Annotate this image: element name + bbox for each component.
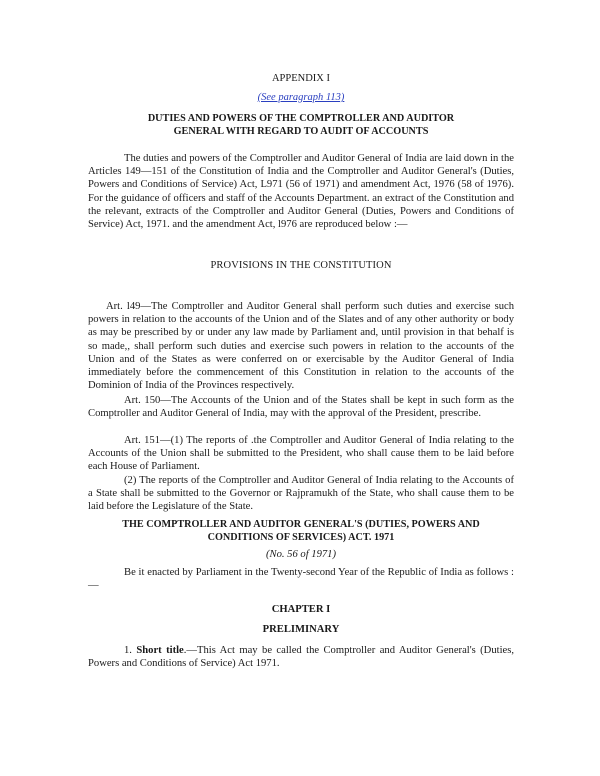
article-151-clause-1: Art. 151—(1) The reports of .the Comptroller and Auditor General of India relating to the Accounts of the Union shall be submitted to the President, who shall cause them to be laid before each House of Parliament.: [88, 435, 514, 473]
section-1-text: .—This Act may be called the Comptroller and Auditor General's (Duties, Powers and Conditions of Service) Act 1971.: [88, 645, 514, 670]
article-151-clause-2: (2) The reports of the Comptroller and Auditor General of India relating to the Accounts of a State shall be submitted to the Governor or Rajpramukh of the State, who shall cause them to be laid before the Legislature of the State.: [88, 475, 514, 513]
intro-paragraph: The duties and powers of the Comptroller and Auditor General of India are laid down in the Articles 149—151 of the Constitution of India and the Comptroller and Auditor General's (Duties, Powers and Conditions of Service) Act, L971 (56 of 1971) and amendment Act, 1976 (58 of 1976). For the guidance of officers and staff of the Accounts Department. an extract of the Constitution and the relevant, extracts of the Comptroller and Auditor General (Duties, Powers and Conditions of Service) Act, 1971. and the amendment Act, l976 are reproduced below :—: [88, 153, 514, 231]
provisions-heading: PROVISIONS IN THE CONSTITUTION: [210, 260, 392, 271]
section-1-title: Short title: [136, 645, 184, 656]
chapter-heading: CHAPTER I: [271, 604, 331, 615]
article-149: Art. l49—The Comptroller and Auditor General shall perform such duties and exercise such powers in relation to the accounts of the Union and of the Slates and of any other authority or body as may be prescribed by or under any law made by Parliament and, until provision in that behalf is so made,, shall perform such duties and exercise such powers in relation to the accounts of the Union and of the States as were conferred on or exercisable by the Auditor General of India immediately before the commencement of this Constitution in relation to the accounts of the Dominion of India of the Provinces respectively.: [88, 301, 514, 392]
see-paragraph-link[interactable]: (See paragraph 113): [257, 92, 345, 103]
section-1-number: 1.: [124, 645, 132, 656]
section-1: [88, 644, 514, 670]
appendix-heading: APPENDIX I: [271, 73, 331, 84]
act-number: (No. 56 of 1971): [265, 549, 337, 560]
act-title-line1: THE COMPTROLLER AND AUDITOR GENERAL'S (DUTIES, POWERS AND: [122, 519, 480, 530]
act-title: [88, 518, 514, 544]
main-title-line1: DUTIES AND POWERS OF THE COMPTROLLER AND AUDITOR: [147, 113, 455, 124]
act-title-line2: CONDITIONS OF SERVICES) ACT. 1971: [207, 532, 395, 543]
preliminary-heading: PRELIMINARY: [262, 624, 340, 635]
article-150: Art. 150—The Accounts of the Union and of the States shall be kept in such form as the Comptroller and Auditor General of India, may with the approval of the President, prescribe.: [88, 395, 514, 420]
main-title: [88, 112, 514, 138]
main-title-line2: GENERAL WITH REGARD TO AUDIT OF ACCOUNTS: [173, 126, 429, 137]
enactment-clause: Be it enacted by Parliament in the Twenty-second Year of the Republic of India as follows :—: [88, 567, 514, 592]
